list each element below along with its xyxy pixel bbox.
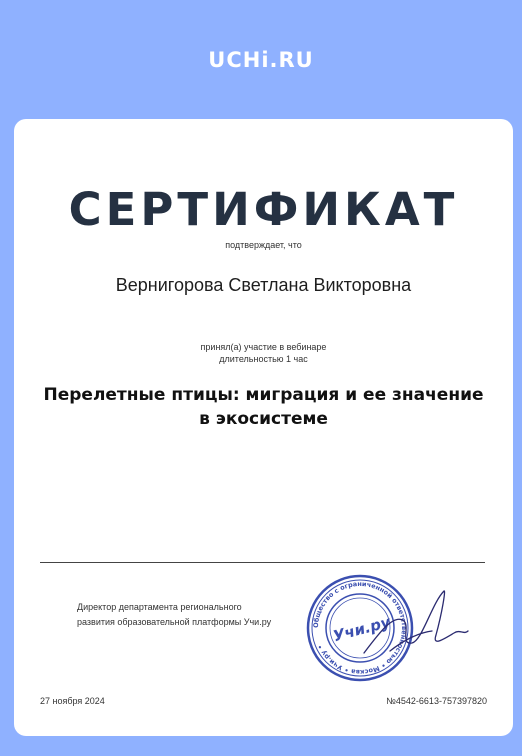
- signature-divider: [40, 562, 485, 563]
- stamp-ring-text: Общество с ограниченной ответственностью • Москва • Учи.ру •: [311, 579, 409, 677]
- uchi-ru-logo: UCHi.RU: [208, 48, 314, 72]
- stamp-center-text: Учи.ру: [331, 612, 393, 646]
- director-line2: развития образовательной платформы Учи.ру: [77, 617, 272, 627]
- confirms-text: подтверждает, что: [225, 240, 302, 250]
- certificate-title: СЕРТИФИКАТ: [68, 183, 459, 236]
- recipient-name: Вернигорова Светлана Викторовна: [115, 275, 412, 295]
- webinar-title: [34, 383, 493, 431]
- webinar-title-line1: Перелетные птицы: миграция и ее значение: [43, 385, 484, 405]
- director-line1: Директор департамента регионального: [77, 602, 242, 612]
- issue-date: 27 ноября 2024: [40, 696, 105, 706]
- participation-line: принял(а) участие в вебинаре: [200, 342, 327, 352]
- duration-line: длительностью 1 час: [219, 354, 308, 364]
- official-stamp-icon: [304, 573, 474, 683]
- certificate-card: [14, 119, 513, 736]
- webinar-title-line2: в экосистеме: [199, 409, 328, 429]
- director-title: [77, 600, 271, 630]
- certificate-number: №4542-6613-757397820: [386, 696, 487, 706]
- participation-text: [14, 341, 513, 365]
